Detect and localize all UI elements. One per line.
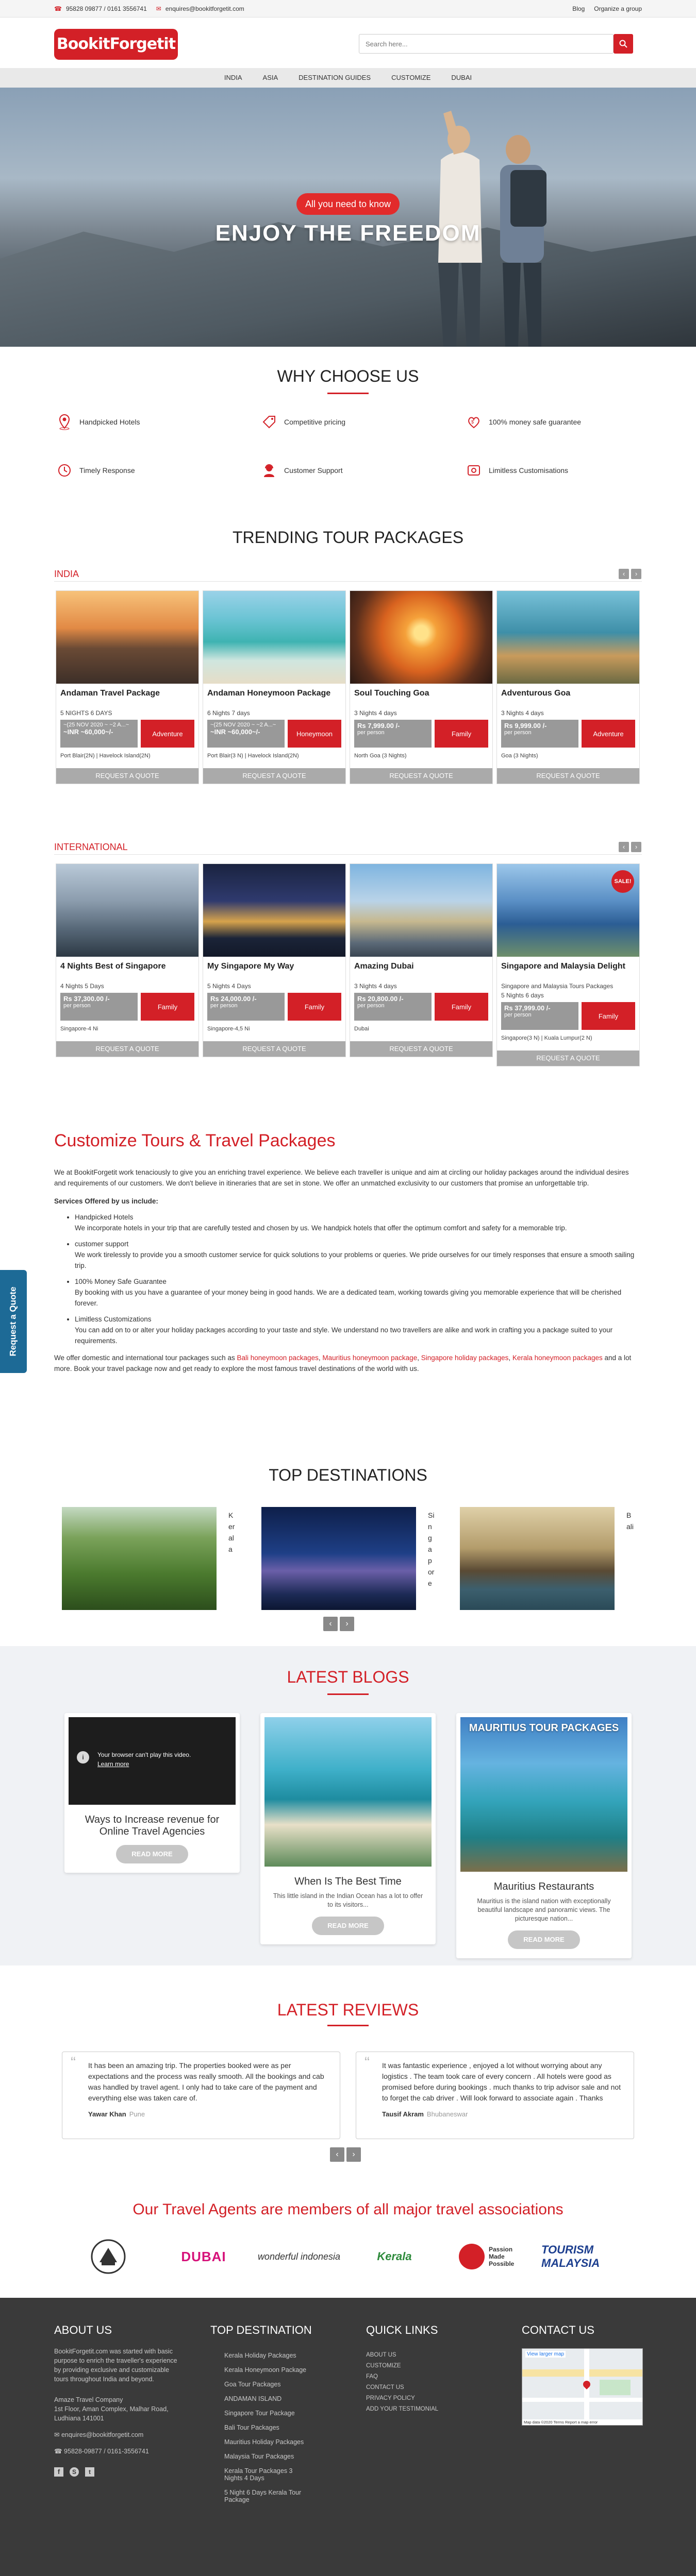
partner-logo: Passion Made Possible (459, 2239, 541, 2275)
footer-link[interactable]: CUSTOMIZE (366, 2363, 401, 2369)
why-item (56, 413, 140, 431)
trending-title: TRENDING TOUR PACKAGES (232, 528, 464, 547)
tour-card[interactable] (203, 863, 346, 1057)
tour-price: Rs 20,800.00 /- per person (354, 993, 432, 1021)
footer-link[interactable]: Singapore Tour Package (224, 2410, 295, 2417)
mail-icon: ✉ (54, 2431, 61, 2438)
blog-card[interactable] (456, 1713, 632, 1958)
tour-name[interactable]: My Singapore My Way (207, 962, 294, 971)
tour-category[interactable]: Honeymoon (288, 720, 341, 748)
main-nav (0, 68, 696, 88)
review-card (62, 2052, 340, 2139)
blog-image (264, 1717, 432, 1867)
why-label: Limitless Customisations (489, 466, 569, 474)
quote-icon: “ (364, 2054, 370, 2071)
tour-category[interactable]: Adventure (582, 720, 635, 748)
blog-video[interactable] (69, 1717, 236, 1805)
video-learn-more[interactable]: Learn more (97, 1760, 129, 1768)
request-quote-button[interactable]: REQUEST A QUOTE (497, 768, 639, 784)
tour-category[interactable]: Family (435, 720, 488, 748)
blog-excerpt: Mauritius is the island nation with exceptionally beautiful landscape and panoramic views. The picturesque nation... (477, 1897, 611, 1922)
india-carousel-controls (619, 569, 641, 579)
tour-destinations: Goa (3 Nights) (501, 753, 538, 759)
sale-badge: SALE! (611, 870, 634, 893)
prev-arrow[interactable]: ‹ (330, 2147, 344, 2162)
tour-destinations: Port Blair(3 N) | Havelock Island(2N) (207, 753, 299, 759)
adtoi-emblem (90, 2239, 126, 2275)
title-underline (327, 2025, 369, 2026)
footer-map[interactable] (522, 2348, 643, 2426)
tour-subtitle: Singapore and Malaysia Tours Packages (501, 982, 614, 990)
tour-name[interactable]: Andaman Travel Package (60, 689, 160, 698)
footer-link[interactable]: 5 Night 6 Days Kerala Tour Package (224, 2489, 302, 2503)
tour-card[interactable] (496, 590, 640, 784)
review-card (356, 2052, 634, 2139)
customize-title: Customize Tours & Travel Packages (54, 1131, 336, 1150)
why-label: 100% money safe guarantee (489, 418, 582, 426)
video-message: Your browser can't play this video. (97, 1751, 191, 1758)
clock-icon (56, 462, 73, 479)
read-more-button[interactable]: READ MORE (508, 1930, 580, 1949)
tour-card[interactable] (56, 590, 199, 784)
nav-asia[interactable]: ASIA (262, 74, 278, 81)
footer-link[interactable]: CONTACT US (366, 2384, 404, 2391)
nav-dubai[interactable]: DUBAI (451, 74, 472, 81)
reviews-title: LATEST REVIEWS (277, 2001, 419, 2019)
why-item (56, 462, 135, 479)
singapore-link[interactable]: Singapore holiday packages (421, 1354, 509, 1362)
search-icon (619, 40, 627, 48)
blog-title[interactable]: Ways to Increase revenue for Online Travel Agencies (85, 1814, 220, 1837)
footer-phone[interactable]: 95828-09877 / 0161-3556741 (64, 2448, 149, 2455)
safe-hands-icon (465, 413, 483, 431)
footer-about-title: ABOUT US (54, 2324, 112, 2336)
tour-name[interactable]: Andaman Honeymoon Package (207, 689, 331, 698)
destination-image[interactable] (460, 1507, 615, 1610)
review-text: It was fantastic experience , enjoyed a lot without worrying about any logistics . The team took care of every concern . All hotels were good as promised before during bookings . much thanks to trip advisor sale and not to forget the cab driver . Will look forward to associate again . Thanks (382, 2061, 621, 2102)
read-more-button[interactable]: READ MORE (116, 1845, 188, 1863)
tour-destinations: North Goa (3 Nights) (354, 753, 407, 759)
facebook-icon[interactable]: f (54, 2467, 63, 2477)
reviewer-name: Yawar Khan (88, 2110, 126, 2118)
reviewer-name: Tausif Akram (382, 2110, 424, 2118)
bali-link[interactable]: Bali honeymoon packages (237, 1354, 319, 1362)
tour-card[interactable] (350, 590, 493, 784)
blogs-title: LATEST BLOGS (287, 1668, 409, 1686)
service-item: • Handpicked Hotels We incorporate hotels in your trip that are carefully tested and chosen by us. We handpick hotels that offer the optimum comfort and safety for a memorable trip. (75, 1212, 642, 1233)
tour-name[interactable]: Adventurous Goa (501, 689, 571, 698)
tour-card[interactable] (56, 863, 199, 1057)
tour-image (350, 591, 492, 684)
footer-company: Amaze Travel Company (54, 2396, 123, 2403)
tour-duration: 4 Nights 5 Days (60, 982, 104, 990)
nav-destination-guides[interactable]: DESTINATION GUIDES (299, 74, 371, 81)
tour-destinations: Dubai (354, 1026, 369, 1032)
title-underline (327, 393, 369, 394)
footer-link[interactable]: ADD YOUR TESTIMONIAL (366, 2406, 439, 2412)
blog-card[interactable] (64, 1713, 240, 1873)
service-item: • Limitless Customizations You can add on to or alter your holiday packages according to your taste and style. We understand no two travellers are alike and work in crafting you a package suited to your requirements. (75, 1314, 642, 1346)
mail-icon: ✉ (156, 5, 161, 12)
next-arrow[interactable]: › (340, 1617, 354, 1631)
prev-arrow[interactable]: ‹ (619, 569, 629, 579)
partner-logo: wonderful indonesia (257, 2251, 341, 2262)
destinations-carousel-controls (323, 1617, 354, 1631)
prev-arrow[interactable]: ‹ (323, 1617, 338, 1631)
blogs-section (0, 1646, 696, 1965)
twitter-icon[interactable]: t (85, 2467, 94, 2477)
reviews-carousel-controls (330, 2147, 361, 2162)
divider (54, 854, 642, 855)
hero-banner (0, 88, 696, 347)
organize-group-link[interactable]: Organize a group (594, 5, 642, 12)
tour-name[interactable]: Soul Touching Goa (354, 689, 429, 698)
title-underline (327, 1693, 369, 1695)
tour-price: Rs 24,000.00 /- per person (207, 993, 285, 1021)
footer-link[interactable]: Kerala Holiday Packages (224, 2352, 296, 2359)
tour-price: Rs 37,999.00 /- per person (501, 1002, 578, 1030)
destination-label[interactable]: Kerala (228, 1511, 235, 1553)
request-quote-button[interactable]: REQUEST A QUOTE (56, 1041, 198, 1057)
footer-link[interactable]: Kerala Tour Packages 3 Nights 4 Days (224, 2467, 293, 2482)
services-heading: Services Offered by us include: (54, 1197, 158, 1205)
row-label-international: INTERNATIONAL (54, 842, 128, 852)
tour-card[interactable] (350, 863, 493, 1057)
tour-image (203, 864, 345, 957)
tour-name[interactable]: 4 Nights Best of Singapore (60, 962, 166, 971)
next-arrow[interactable]: › (346, 2147, 361, 2162)
phone-icon: ☎ (54, 5, 62, 12)
tour-duration: 3 Nights 4 days (501, 709, 544, 717)
footer-link[interactable]: Mauritius Holiday Packages (224, 2438, 304, 2446)
tour-name[interactable]: Singapore and Malaysia Delight (501, 962, 625, 971)
map-footer: Map data ©2020 Terms Report a map error (522, 2419, 643, 2425)
service-item: • customer support We work tirelessly to provide you a smooth customer service for quick solutions to your problems or queries. We pride ourselves for our timely responses that ensure a smooth sailing trip. (75, 1239, 642, 1271)
partner-logo: TOURISM MALAYSIA (541, 2243, 600, 2269)
logo[interactable]: BookitForgetit (54, 29, 178, 60)
request-quote-button[interactable]: REQUEST A QUOTE (350, 1041, 492, 1057)
partner-logo (85, 2239, 131, 2275)
singapore-mark-icon (459, 2244, 485, 2269)
phone-number[interactable]: 95828 09877 / 0161 3556741 (65, 5, 147, 12)
map-larger-link[interactable]: View larger map (525, 2351, 566, 2358)
tour-price: ~(25 NOV 2020 ~ ~2 A...~ ~INR ~60,000~/- (60, 720, 138, 748)
footer-email[interactable]: enquires@bookitforgetit.com (61, 2431, 144, 2438)
map-pin-icon (582, 2379, 592, 2389)
partner-logo: Kerala (377, 2250, 412, 2263)
why-label: Handpicked Hotels (79, 418, 140, 426)
blog-card[interactable] (260, 1713, 436, 1944)
destination-image[interactable] (261, 1507, 416, 1610)
partner-logo: DUBAI (181, 2248, 226, 2264)
tour-duration: 3 Nights 4 days (354, 982, 397, 990)
tour-destinations: Singapore-4 Ni (60, 1026, 98, 1032)
blog-link[interactable]: Blog (572, 5, 585, 12)
quote-icon: “ (71, 2054, 76, 2071)
customize-icon (465, 462, 483, 479)
destinations-title: TOP DESTINATIONS (269, 1466, 427, 1484)
why-item (465, 462, 568, 479)
footer-address: 1st Floor, Aman Complex, Malhar Road, Ludhiana 141001 (54, 2405, 169, 2422)
tour-image (497, 864, 639, 957)
tour-category[interactable]: Adventure (141, 720, 194, 748)
search-button[interactable] (614, 34, 633, 54)
tour-destinations: Port Blair(2N) | Havelock Island(2N) (60, 753, 151, 759)
footer-contact-title: CONTACT US (522, 2324, 594, 2336)
tour-duration: 5 Nights 4 Days (207, 982, 251, 990)
hero-title: ENJOY THE FREEDOM (215, 221, 481, 246)
request-quote-button[interactable]: REQUEST A QUOTE (56, 768, 198, 784)
why-label: Timely Response (79, 466, 135, 474)
mauritius-link[interactable]: Mauritius honeymoon package (322, 1354, 418, 1362)
read-more-button[interactable]: READ MORE (312, 1917, 384, 1935)
why-item (260, 462, 343, 479)
tour-category[interactable]: Family (582, 1002, 635, 1030)
customize-body (54, 1167, 642, 1379)
tour-category[interactable]: Family (435, 993, 488, 1021)
why-choose-title: WHY CHOOSE US (277, 367, 419, 385)
phone-icon: ☎ (54, 2448, 64, 2455)
map-pin-icon (56, 413, 73, 431)
request-quote-button[interactable]: REQUEST A QUOTE (497, 1050, 639, 1066)
tour-price: ~(25 NOV 2020 ~ ~2 A...~ ~INR ~60,000~/- (207, 720, 285, 748)
price-tag-icon (260, 413, 278, 431)
hero-badge[interactable]: All you need to know (296, 193, 400, 215)
tour-image (56, 864, 198, 957)
destination-label[interactable]: Singapore (428, 1511, 435, 1587)
tour-duration: 6 Nights 7 days (207, 709, 250, 717)
why-item (260, 413, 345, 431)
intl-carousel-controls (619, 842, 641, 852)
tour-duration: 5 Nights 6 days (501, 992, 544, 999)
why-label: Competitive pricing (284, 418, 346, 426)
customize-intro: We at BookitForgetit work tenaciously to give you an enriching travel experience. We believe each traveller is unique and aim at circling our holiday packages around the individual desires and requirements of our customers. We don't believe in itineraries that are set in stone. We offer an unmatched exclusivity to our customers that promise an unforgettable trip. (54, 1168, 629, 1187)
tour-price: Rs 9,999.00 /- per person (501, 720, 578, 748)
footer-about-text: BookitForgetit.com was started with basic purpose to enrich the traveller's experience by providing exclusive and customizable tours throughout India and beyond. (54, 2348, 177, 2383)
travelers-photo (423, 93, 557, 347)
kerala-link[interactable]: Kerala honeymoon packages (512, 1354, 603, 1362)
reviewer-place: Bhubaneswar (426, 2110, 468, 2118)
tour-duration: 5 NIGHTS 6 DAYS (60, 709, 112, 717)
review-text: It has been an amazing trip. The properties booked were as per expectations and the process was really smooth. All the bookings and cab was handled by travel agent. I only had to take care of the payment and everything else was taken care of. (88, 2061, 324, 2102)
blog-title[interactable]: When Is The Best Time (294, 1876, 402, 1887)
tour-category[interactable]: Family (288, 993, 341, 1021)
footer-link[interactable]: Goa Tour Packages (224, 2381, 281, 2388)
why-item (465, 413, 581, 431)
tour-card[interactable] (203, 590, 346, 784)
top-bar (0, 0, 696, 18)
tour-name[interactable]: Amazing Dubai (354, 962, 414, 971)
info-icon: i (77, 1751, 89, 1764)
footer-link[interactable]: FAQ (366, 2374, 378, 2380)
next-arrow[interactable]: › (631, 569, 641, 579)
footer-top-list (224, 2352, 312, 2511)
footer-top-title: TOP DESTINATION (210, 2324, 312, 2336)
skype-icon[interactable]: S (70, 2467, 79, 2477)
footer-link[interactable]: ANDAMAN ISLAND (224, 2395, 282, 2402)
service-item: • 100% Money Safe Guarantee By booking with us you have a guarantee of your money being in good hands. We are a dedicated team, working towards giving you memorable experience that will be cherished forever. (75, 1276, 642, 1309)
request-quote-tab[interactable]: Request a Quote (0, 1270, 27, 1373)
footer-quick-list (366, 2352, 454, 2417)
prev-arrow[interactable]: ‹ (619, 842, 629, 852)
divider (54, 581, 642, 582)
footer-quick-title: QUICK LINKS (366, 2324, 438, 2336)
tour-duration: 3 Nights 4 days (354, 709, 397, 717)
tour-image (203, 591, 345, 684)
destination-image[interactable] (62, 1507, 217, 1610)
tour-price: Rs 7,999.00 /- per person (354, 720, 432, 748)
tour-price: Rs 37,300.00 /- per person (60, 993, 138, 1021)
blog-title[interactable]: Mauritius Restaurants (493, 1881, 594, 1892)
request-quote-button[interactable]: REQUEST A QUOTE (203, 1041, 345, 1057)
services-list (75, 1212, 642, 1346)
tour-destinations: Singapore-4,5 Ni (207, 1026, 250, 1032)
footer-about (54, 2347, 178, 2477)
partners-title: Our Travel Agents are members of all major travel associations (132, 2201, 564, 2218)
tour-card[interactable] (496, 863, 640, 1066)
destination-label[interactable]: Bali (626, 1511, 634, 1531)
nav-india[interactable]: INDIA (224, 74, 242, 81)
tour-destinations: Singapore(3 N) | Kuala Lumpur(2 N) (501, 1035, 592, 1041)
tour-image (497, 591, 639, 684)
blog-excerpt: This little island in the Indian Ocean has a lot to offer to its visitors... (273, 1892, 423, 1908)
search-input[interactable] (359, 34, 614, 54)
footer-link[interactable]: ABOUT US (366, 2352, 396, 2358)
footer (0, 2298, 696, 2576)
blog-banner-text: MAURITIUS TOUR PACKAGES (469, 1722, 619, 1734)
customize-outro: We offer domestic and international tour packages such as Bali honeymoon packages, Mauritius honeymoon package, Singapore holiday packages, Kerala honeymoon packages and a lot more. Book your travel package now and get ready to explore the most famous travel destinations of the world with us. (54, 1354, 632, 1372)
footer-link[interactable]: Malaysia Tour Packages (224, 2453, 294, 2460)
tour-category[interactable]: Family (141, 993, 194, 1021)
footer-link[interactable]: Bali Tour Packages (224, 2424, 279, 2431)
request-quote-button[interactable]: REQUEST A QUOTE (350, 768, 492, 784)
footer-link[interactable]: Kerala Honeymoon Package (224, 2366, 307, 2374)
row-label-india: INDIA (54, 569, 79, 579)
footer-link[interactable]: PRIVACY POLICY (366, 2395, 415, 2401)
support-agent-icon (260, 462, 278, 479)
blog-image (460, 1717, 627, 1872)
next-arrow[interactable]: › (631, 842, 641, 852)
why-label: Customer Support (284, 466, 343, 474)
nav-customize[interactable]: CUSTOMIZE (391, 74, 431, 81)
request-quote-button[interactable]: REQUEST A QUOTE (203, 768, 345, 784)
tour-image (56, 591, 198, 684)
header (0, 18, 696, 68)
tour-image (350, 864, 492, 957)
email-address[interactable]: enquires@bookitforgetit.com (165, 5, 244, 12)
reviewer-place: Pune (129, 2110, 145, 2118)
svg-text:$: $ (471, 419, 474, 425)
